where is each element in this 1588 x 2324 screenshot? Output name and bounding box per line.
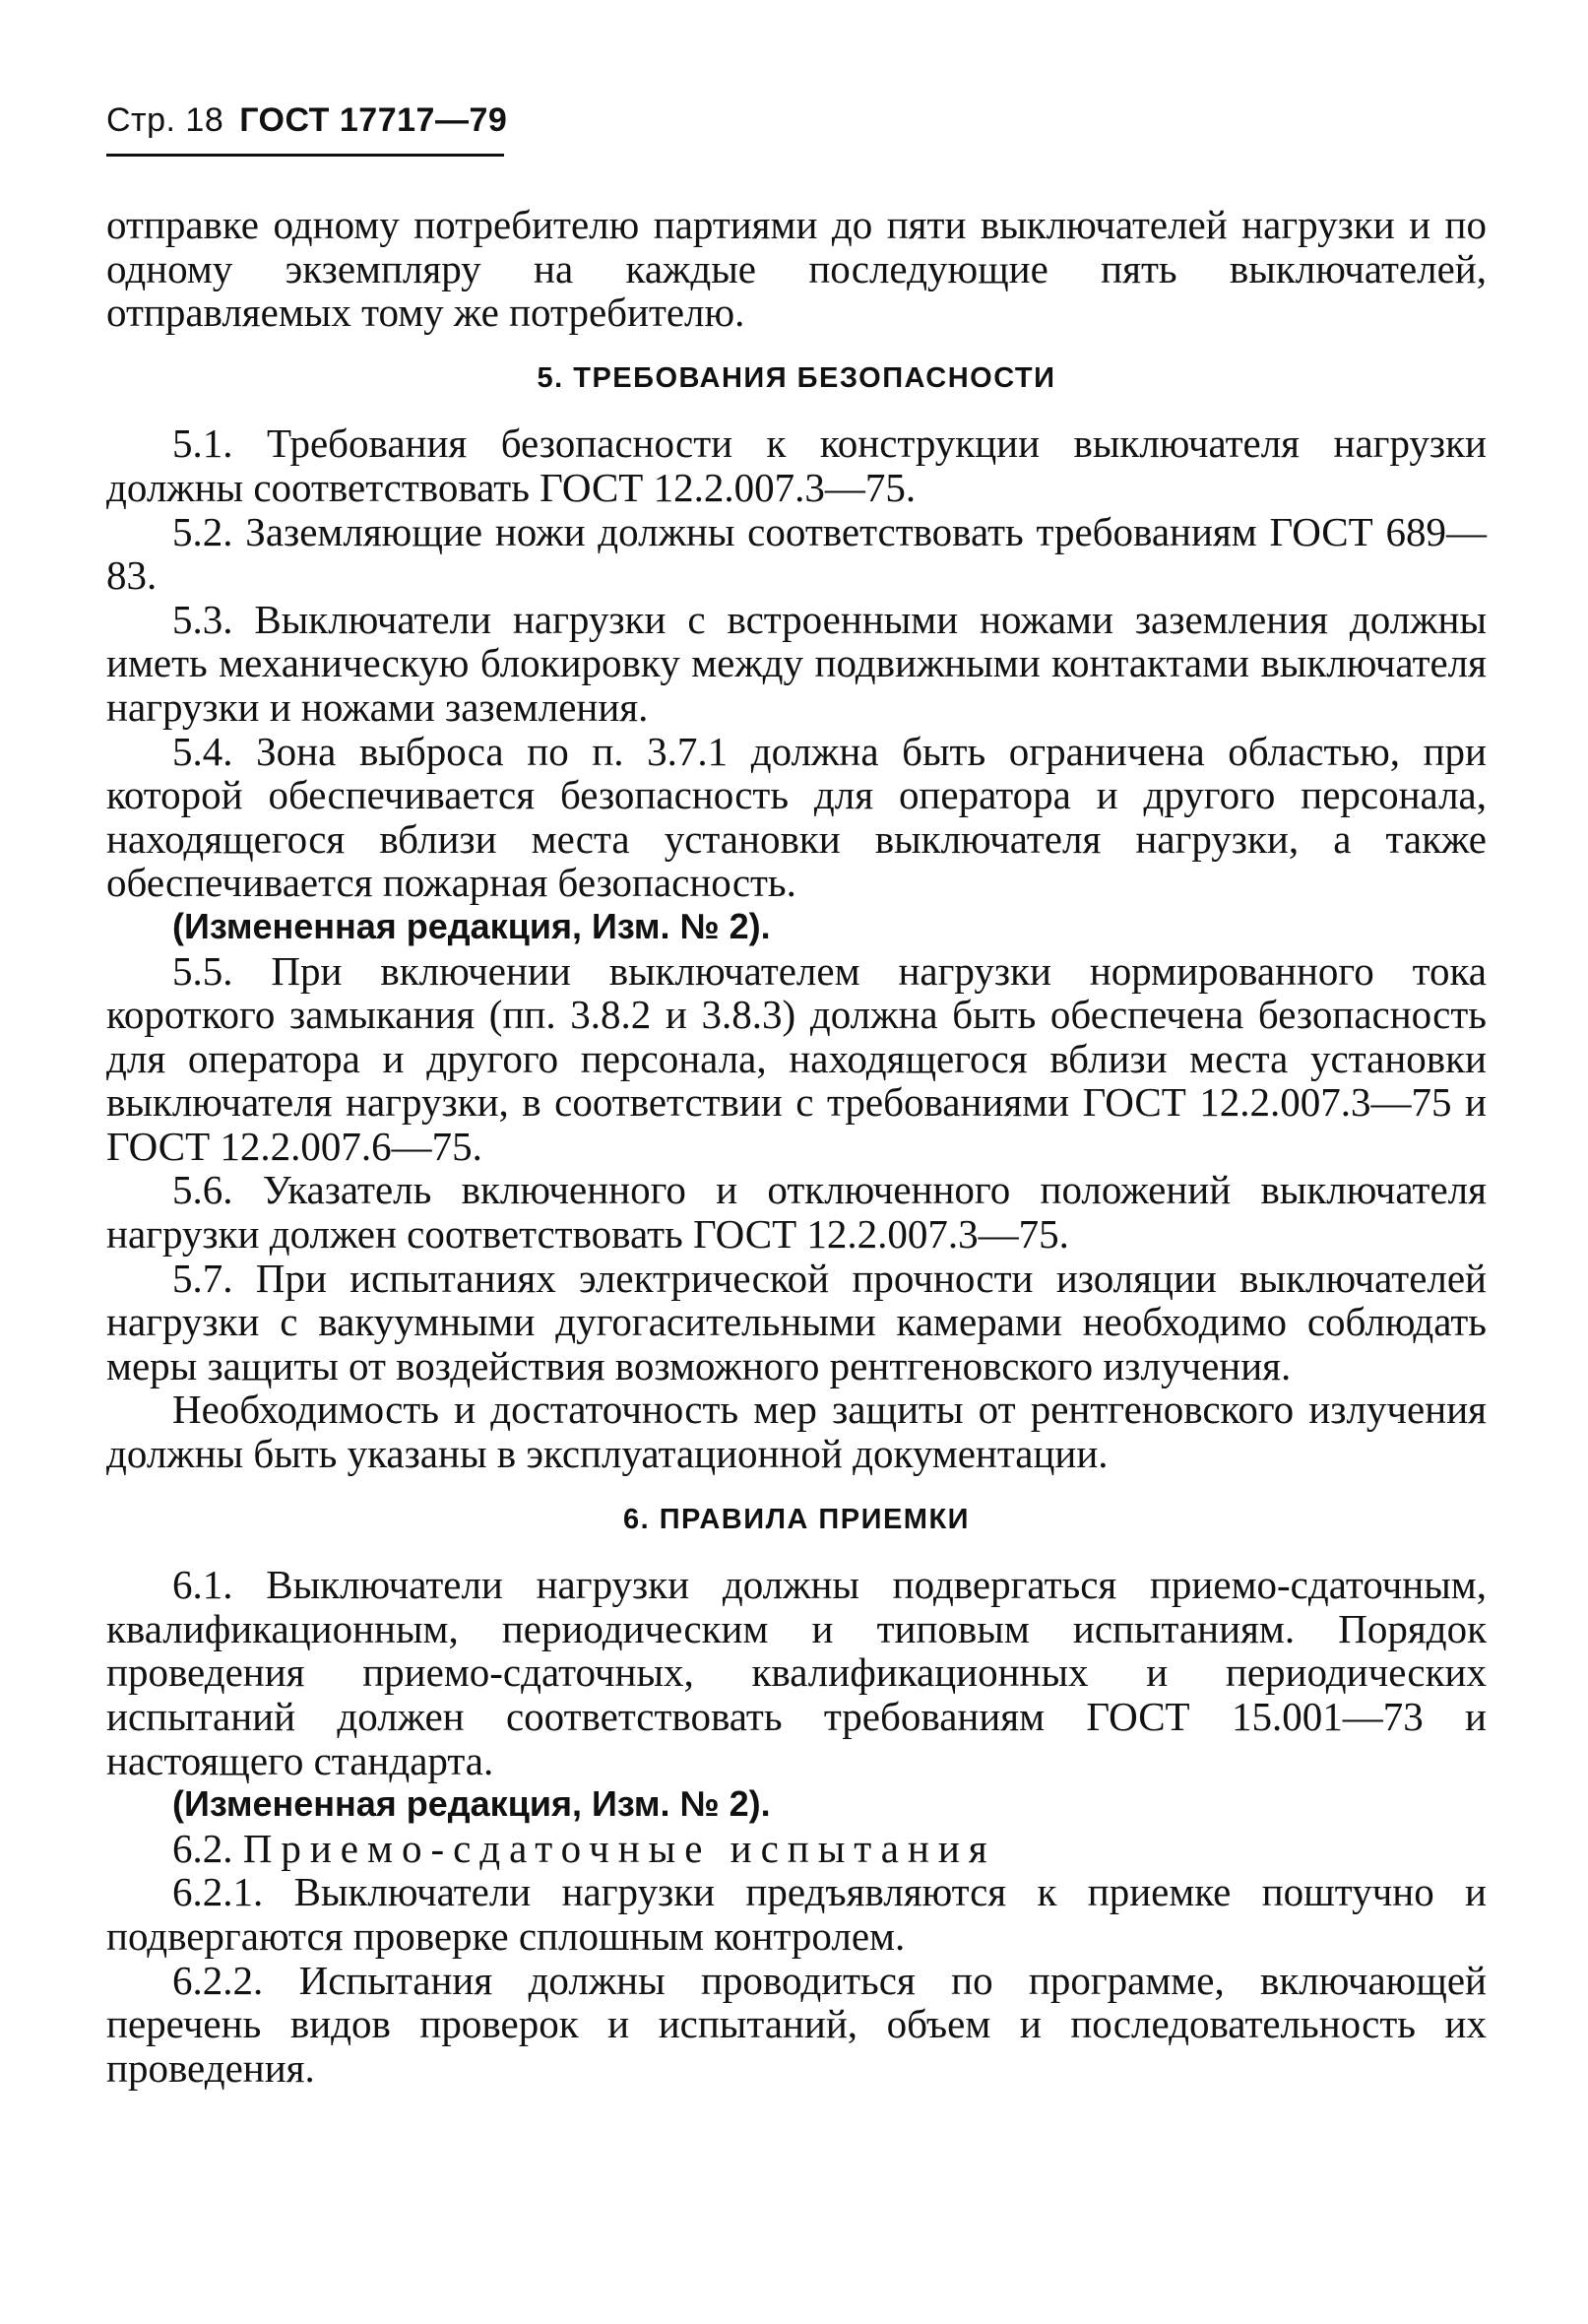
section-6-title: 6. ПРАВИЛА ПРИЕМКИ xyxy=(622,1503,971,1535)
section-5-title: 5. ТРЕБОВАНИЯ БЕЗОПАСНОСТИ xyxy=(537,361,1056,394)
paragraph-5-2: 5.2. Заземляющие ножи должны соответствовать требованиям ГОСТ 689—83. xyxy=(106,508,1487,599)
amendment-note-2: (Измененная редакция, Изм. № 2). xyxy=(172,1783,771,1825)
paragraph-6-1: 6.1. Выключатели нагрузки должны подвергаться приемо-сдаточным, квалификационным, периодическим и типовым испытаниям. Порядок проведения приемо-сдаточных, квалификационных и периодических испытаний должен соответствовать требованиям ГОСТ 15.001—73 и настоящего стандарта. xyxy=(106,1562,1487,1783)
subsection-6-2-title: Приемо-сдаточные испытания xyxy=(242,1825,996,1871)
subsection-6-2-heading xyxy=(106,1827,1487,1871)
paragraph-5-5: 5.5. При включении выключателем нагрузки нормированного тока короткого замыкания (пп. 3.8.2 и 3.8.3) должна быть обеспечена безопасность для оператора и другого персонала, находящегося вблизи места установки выключателя нагрузки, в соответствии с требованиями ГОСТ 12.2.007.3—75 и ГОСТ 12.2.007.6—75. xyxy=(106,947,1487,1169)
standard-number: ГОСТ 17717—79 xyxy=(239,101,508,139)
amendment-note-1: (Измененная редакция, Изм. № 2). xyxy=(172,905,771,946)
paragraph-5-7-continuation: Необходимость и достаточность мер защиты от рентгеновского излучения должны быть указаны в эксплуатационной документации. xyxy=(106,1387,1487,1477)
paragraph-5-7: 5.7. При испытаниях электрической прочности изоляции выключателей нагрузки с вакуумными дугогасительными камерами необходимо соблюдать меры защиты от воздействия возможного рентгеновского излучения. xyxy=(106,1255,1487,1388)
paragraph-5-4: 5.4. Зона выброса по п. 3.7.1 должна быть ограничена областью, при которой обеспечивается безопасность для оператора и другого персонала, находящегося вблизи места установки выключателя нагрузки, а также обеспечивается пожарная безопасность. xyxy=(106,728,1487,906)
intro-paragraph: отправке одному потребителю партиями до пяти выключателей нагрузки и по одному экземпляру на каждые последующие пять выключателей, отправляемых тому же потребителю. xyxy=(106,202,1487,336)
running-header xyxy=(106,101,508,157)
paragraph-6-2-2: 6.2.2. Испытания должны проводиться по программе, включающей перечень видов проверок и испытаний, объем и последовательность их проведения. xyxy=(106,1957,1487,2091)
paragraph-6-2-1: 6.2.1. Выключатели нагрузки предъявляются к приемке поштучно и подвергаются проверке сплошным контролем. xyxy=(106,1869,1487,1959)
subsection-6-2-number: 6.2. xyxy=(172,1825,233,1871)
paragraph-5-1: 5.1. Требования безопасности к конструкции выключателя нагрузки должны соответствовать ГОСТ 12.2.007.3—75. xyxy=(106,420,1487,510)
page-number: Стр. 18 xyxy=(106,101,224,139)
document-body xyxy=(106,203,1487,2090)
paragraph-5-6: 5.6. Указатель включенного и отключенного положений выключателя нагрузки должен соответствовать ГОСТ 12.2.007.3—75. xyxy=(106,1167,1487,1258)
paragraph-5-3: 5.3. Выключатели нагрузки с встроенными ножами заземления должны иметь механическую блокировку между подвижными контактами выключателя нагрузки и ножами заземления. xyxy=(106,596,1487,730)
